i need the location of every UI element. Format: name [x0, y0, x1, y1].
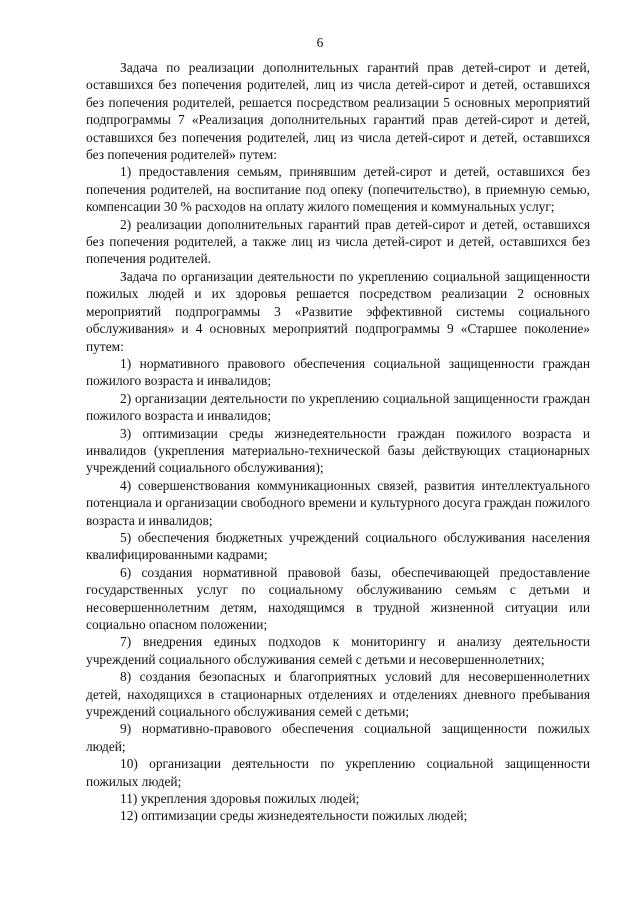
document-body: [86, 59, 590, 825]
list-item-1: 1) предоставления семьям, принявшим детей-сирот и детей, оставшихся без попечения родителей, на воспитание под опеку (попечительство), в приемную семью, компенсации 30 % расходов на оплату жилого помещения и коммунальных услуг;: [86, 164, 590, 215]
paragraph-intro-task-orphans: Задача по реализации дополнительных гарантий прав детей-сирот и детей, оставшихся без попечения родителей, лиц из числа детей-сирот и детей, оставшихся без попечения родителей, решается посредством реализации 5 основных мероприятий подпрограммы 7 «Реализация дополнительных гарантий прав детей-сирот и детей, оставшихся без попечения родителей, лиц из числа детей-сирот и детей, оставшихся без попечения родителей» путем:: [86, 60, 590, 163]
list-item-8: 8) создания безопасных и благоприятных условий для несовершеннолетних детей, находящихся в стационарных отделениях и отделениях дневного пребывания учреждений социального обслуживания семей с детьми;: [86, 669, 590, 720]
list-item-9: 9) нормативно-правового обеспечения социальной защищенности пожилых людей;: [86, 721, 590, 754]
list-item-2: 2) организации деятельности по укреплению социальной защищенности граждан пожилого возраста и инвалидов;: [86, 390, 590, 424]
list-item-12: 12) оптимизации среды жизнедеятельности пожилых людей;: [120, 808, 468, 824]
list-item-2: 2) реализации дополнительных гарантий прав детей-сирот и детей, оставшихся без попечения родителей, а также лиц из числа детей-сирот и детей, оставшихся без попечения родителей.: [86, 216, 590, 267]
list-item-5: 5) обеспечения бюджетных учреждений социального обслуживания населения квалифицированными кадрами;: [86, 529, 590, 563]
list-item-11: 11) укрепления здоровья пожилых людей;: [120, 791, 360, 807]
list-item-1: 1) нормативного правового обеспечения социальной защищенности граждан пожилого возраста и инвалидов;: [86, 355, 590, 389]
paragraph-intro-task-elderly: Задача по организации деятельности по укреплению социальной защищенности пожилых людей и их здоровья решается посредством реализации 2 основных мероприятий подпрограммы 3 «Развитие эффективной системы социального обслуживания» и 4 основных мероприятий подпрограммы 9 «Старшее поколение» путем:: [86, 268, 590, 354]
list-item-10: 10) организации деятельности по укреплению социальной защищенности пожилых людей;: [86, 756, 590, 789]
list-item-3: 3) оптимизации среды жизнедеятельности граждан пожилого возраста и инвалидов (укрепления материально-технической базы действующих стационарных учреждений социального обслуживания);: [86, 425, 590, 476]
list-item-4: 4) совершенствования коммуникационных связей, развития интеллектуального потенциала и организации свободного времени и культурного досуга граждан пожилого возраста и инвалидов;: [86, 477, 590, 528]
list-item-7: 7) внедрения единых подходов к мониторингу и анализу деятельности учреждений социального обслуживания семей с детьми и несовершеннолетних;: [86, 634, 590, 667]
list-item-6: 6) создания нормативной правовой базы, обеспечивающей предоставление государственных услуг по социальному обслуживанию семьям с детьми и несовершеннолетним детям, находящимся в трудной жизненной ситуации или социально опасном положении;: [86, 564, 590, 632]
page-number: 6: [316, 35, 324, 50]
